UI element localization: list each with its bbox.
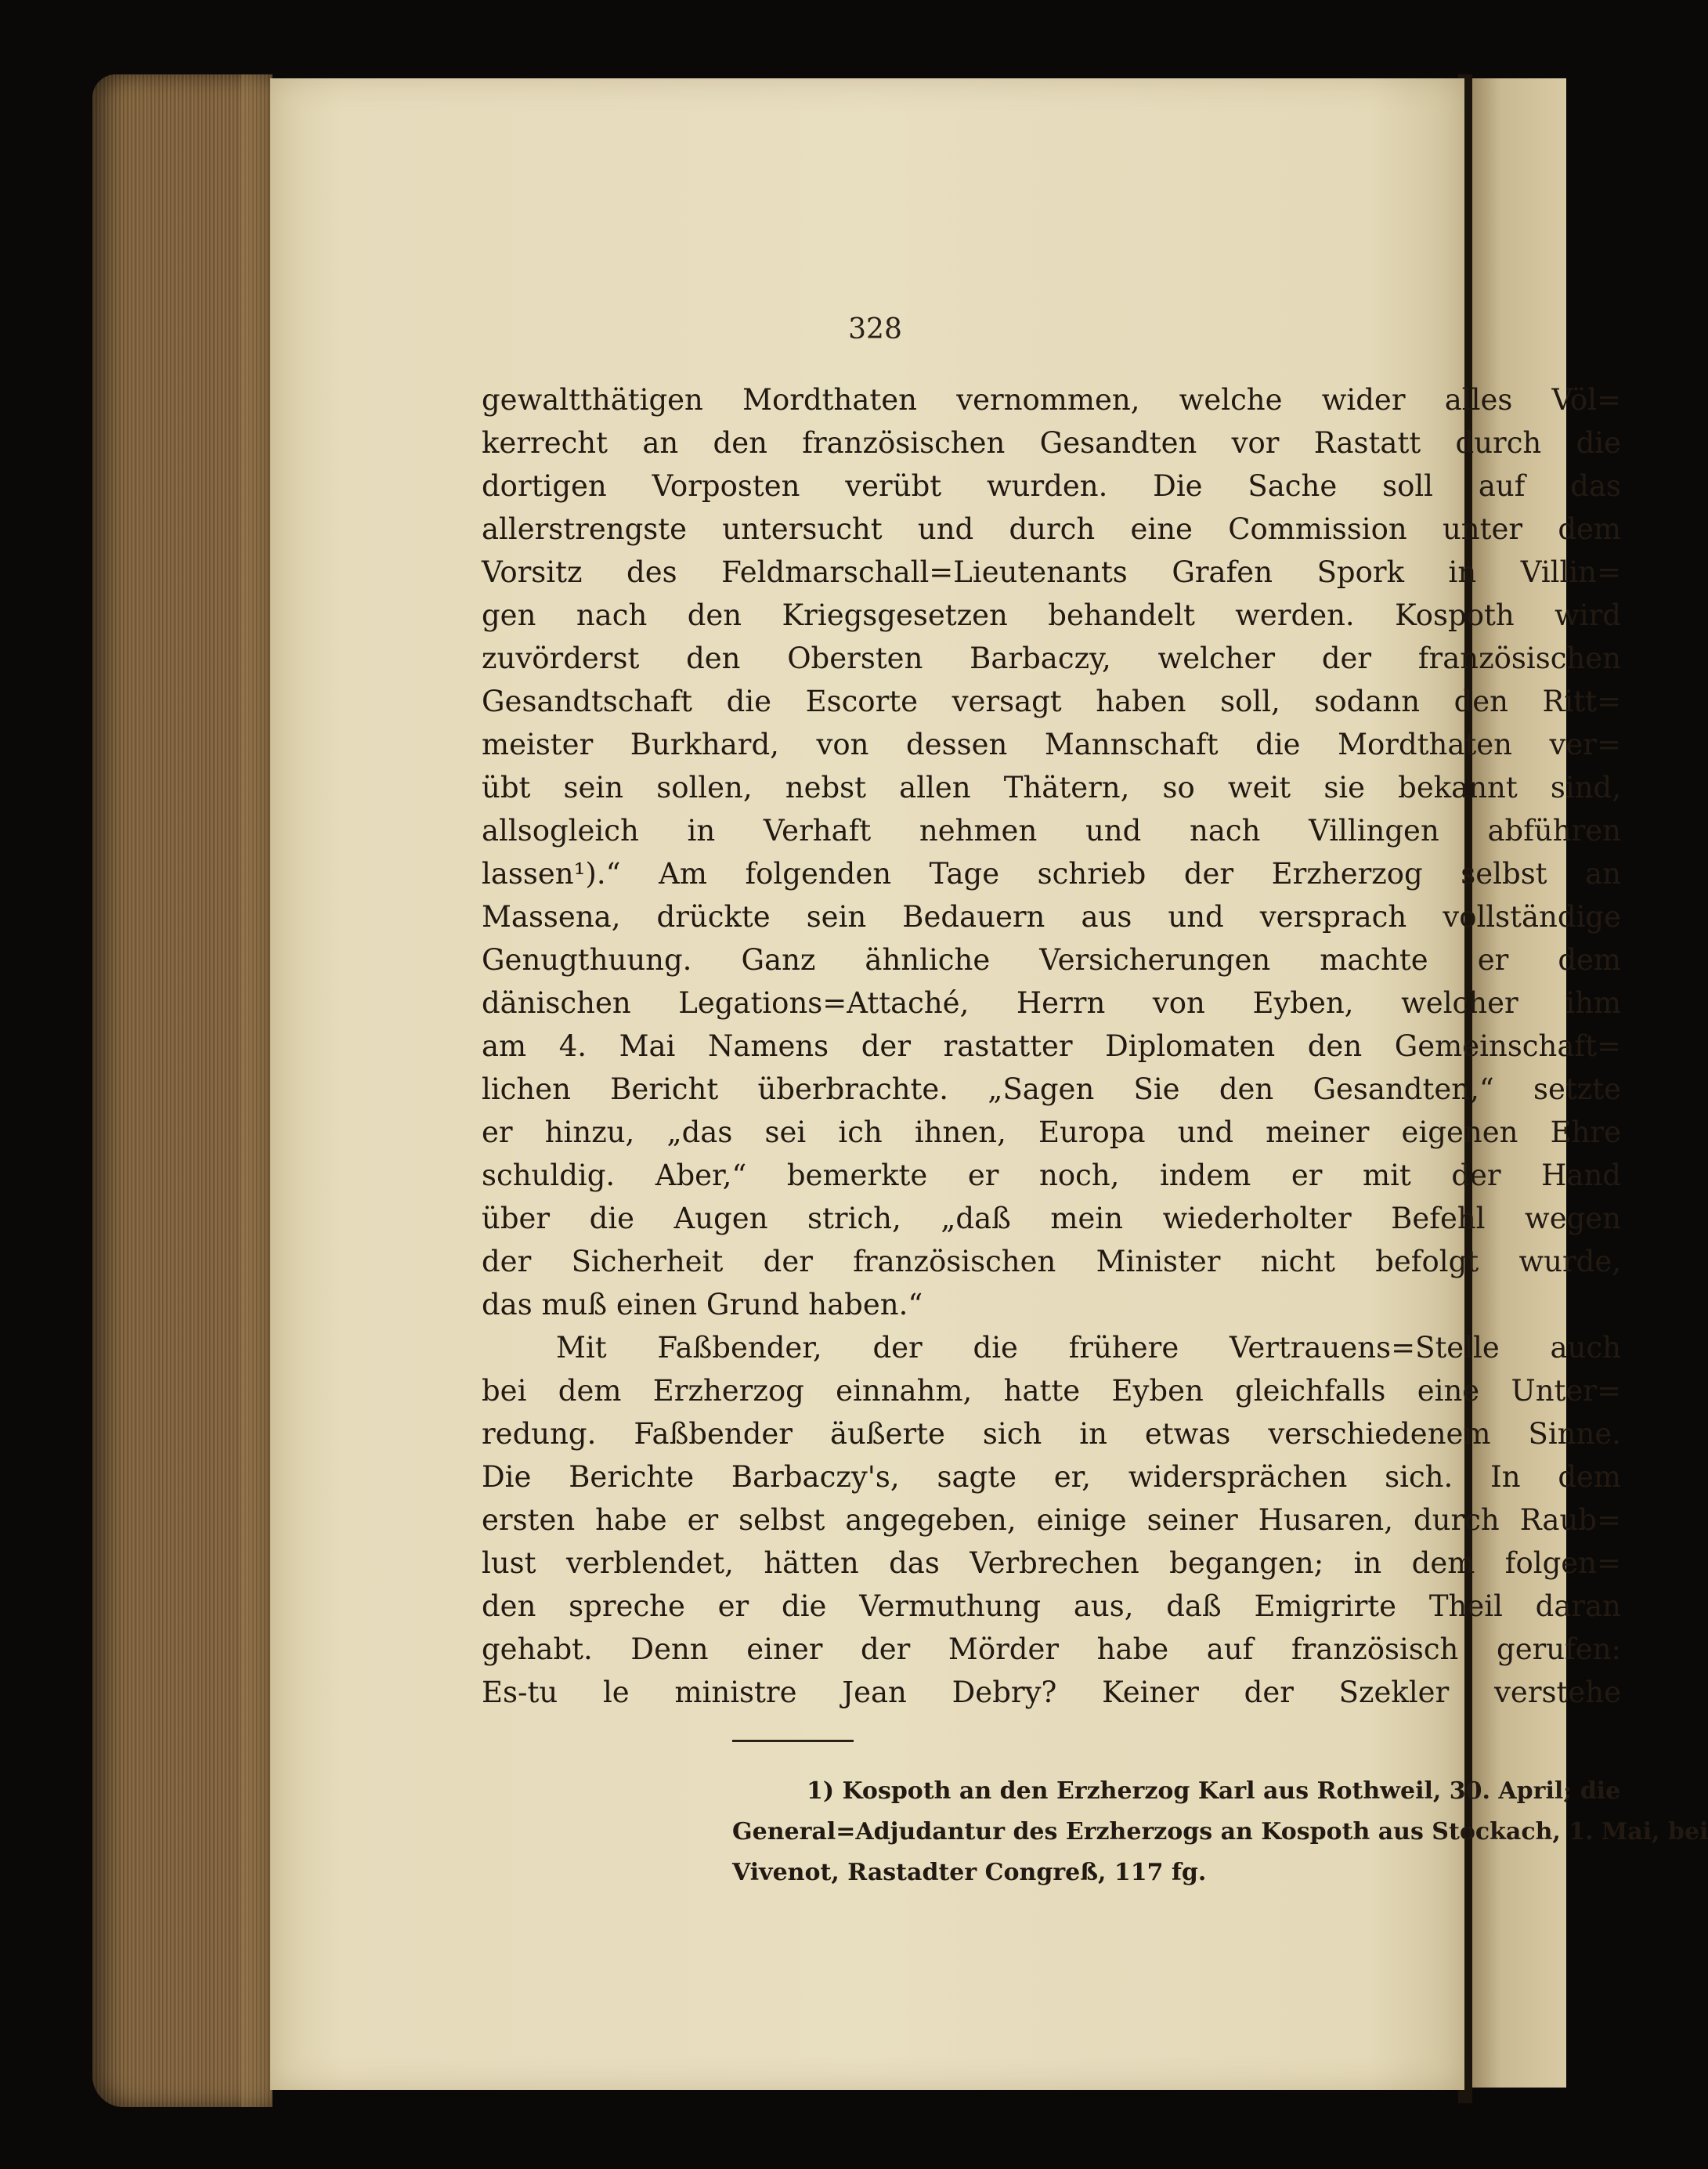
text-line: dänischen Legations=Attaché, Herrn von Eyben, welcher ihm — [482, 986, 1621, 1020]
text-line: bei dem Erzherzog einnahm, hatte Eyben gleichfalls eine Unter= — [482, 1374, 1621, 1408]
text-line: Massena, drückte sein Bedauern aus und versprach vollständige — [482, 900, 1621, 934]
text-line: redung. Faßbender äußerte sich in etwas verschiedenem Sinne. — [482, 1417, 1621, 1451]
book-page — [270, 78, 1708, 2090]
text-line: allsogleich in Verhaft nehmen und nach Villingen abführen — [482, 814, 1621, 848]
text-line: übt sein sollen, nebst allen Thätern, so weit sie bekannt sind, — [482, 771, 1621, 804]
text-line: dortigen Vorposten verübt wurden. Die Sache soll auf das — [482, 469, 1621, 503]
text-line: gehabt. Denn einer der Mörder habe auf französisch gerufen: — [482, 1632, 1621, 1666]
text-line: den spreche er die Vermuthung aus, daß Emigrirte Theil daran — [482, 1589, 1621, 1623]
text-line: das muß einen Grund haben.“ — [482, 1288, 923, 1321]
text-line: über die Augen strich, „daß mein wiederholter Befehl wegen — [482, 1202, 1621, 1235]
text-line: er hinzu, „das sei ich ihnen, Europa und meiner eigenen Ehre — [482, 1115, 1621, 1149]
text-line: Genugthuung. Ganz ähnliche Versicherungen machte er dem — [482, 943, 1621, 977]
footnote-line: General=Adjudantur des Erzherzogs an Kospoth aus Stockach, 1. Mai, bei — [732, 1818, 1708, 1845]
text-line: ersten habe er selbst angegeben, einige seiner Husaren, durch Raub= — [482, 1503, 1621, 1537]
text-line: zuvörderst den Obersten Barbaczy, welcher der französischen — [482, 642, 1621, 675]
text-line: allerstrengste untersucht und durch eine Commission unter dem — [482, 512, 1621, 546]
paragraph-first-line: Mit Faßbender, der die frühere Vertrauens=Stelle auch — [556, 1331, 1621, 1365]
text-line: Die Berichte Barbaczy's, sagte er, widersprächen sich. In dem — [482, 1460, 1621, 1494]
text-line: gewaltthätigen Mordthaten vernommen, welche wider alles Völ= — [482, 383, 1621, 417]
text-line: kerrecht an den französischen Gesandten vor Rastatt durch die — [482, 426, 1621, 460]
text-line: Vorsitz des Feldmarschall=Lieutenants Grafen Spork in Villin= — [482, 555, 1621, 589]
footnote-divider — [732, 1740, 854, 1742]
text-line: meister Burkhard, von dessen Mannschaft die Mordthaten ver= — [482, 728, 1621, 761]
text-line: Es-tu le ministre Jean Debry? Keiner der Szekler verstehe — [482, 1676, 1621, 1709]
text-line: gen nach den Kriegsgesetzen behandelt werden. Kospoth wird — [482, 598, 1621, 632]
text-line: Gesandtschaft die Escorte versagt haben soll, sodann den Ritt= — [482, 685, 1621, 718]
footnote-line: Vivenot, Rastadter Congreß, 117 fg. — [732, 1859, 1207, 1886]
page-edges-stack — [92, 74, 273, 2107]
text-line: am 4. Mai Namens der rastatter Diplomaten den Gemeinschaft= — [482, 1029, 1621, 1063]
text-line: lust verblendet, hätten das Verbrechen begangen; in dem folgen= — [482, 1546, 1621, 1580]
text-line: der Sicherheit der französischen Minister nicht befolgt wurde, — [482, 1245, 1621, 1278]
text-line: schuldig. Aber,“ bemerkte er noch, indem er mit der Hand — [482, 1159, 1621, 1192]
text-line: lichen Bericht überbrachte. „Sagen Sie den Gesandten,“ setzte — [482, 1072, 1621, 1106]
text-line: lassen¹).“ Am folgenden Tage schrieb der Erzherzog selbst an — [482, 857, 1621, 891]
footnote-line: 1) Kospoth an den Erzherzog Karl aus Rothweil, 30. April; die — [807, 1777, 1621, 1805]
page-number: 328 — [848, 313, 902, 345]
